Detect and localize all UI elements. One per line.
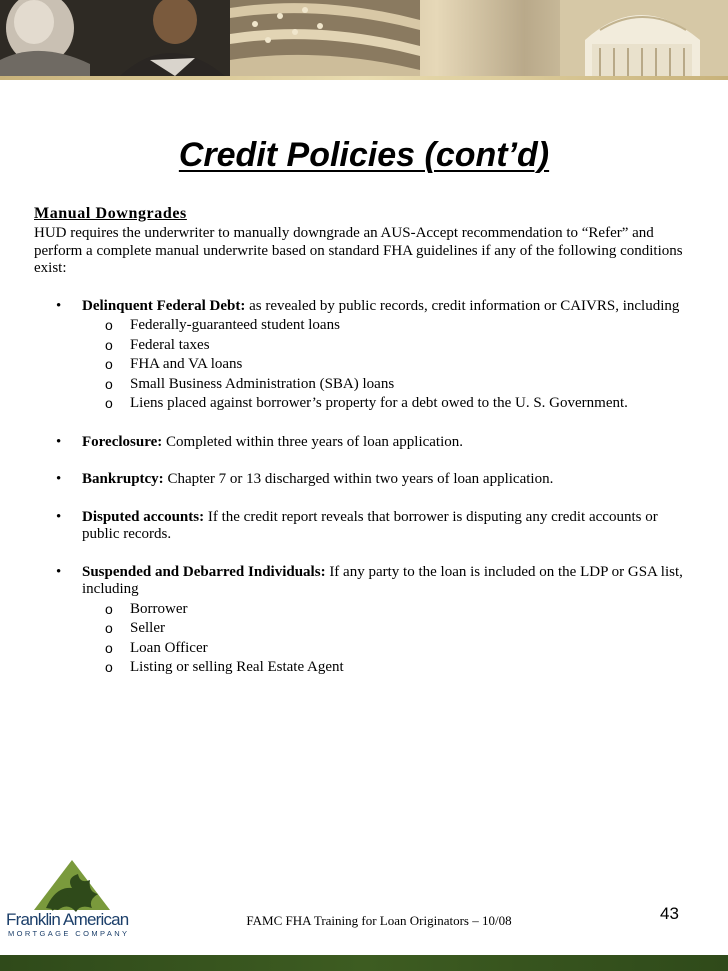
list-item [34, 298, 684, 414]
page-number: 43 [660, 904, 679, 923]
bullet-term: Bankruptcy: [82, 471, 164, 487]
bullet-text: as revealed by public records, credit information or CAIVRS, including [245, 297, 680, 314]
bullet-term: Delinquent Federal Debt: [82, 297, 246, 314]
logo-name: Franklin American [6, 910, 129, 929]
footer-text: FAMC FHA Training for Loan Originators – 10/08 [246, 913, 512, 928]
sub-list-item: o FHA and VA loans [82, 355, 684, 375]
intro-paragraph: HUD requires the underwriter to manually downgrade an AUS-Accept recommendation to “Refer” and perform a complete manual underwrite based on standard FHA guidelines if any of the following conditions exist: [34, 225, 683, 276]
bullet-text: If any party to the loan is included on the LDP or GSA list, including [82, 563, 683, 597]
sub-list-item: o Listing or selling Real Estate Agent [82, 658, 684, 678]
sub-list-item: o Seller [82, 619, 684, 639]
section-heading: Manual Downgrades [34, 205, 187, 222]
footer-band [0, 955, 728, 971]
logo-subtitle: MORTGAGE COMPANY [8, 929, 130, 938]
sub-list-item: o Federal taxes [82, 336, 684, 356]
sub-list-item: o Small Business Administration (SBA) loans [82, 375, 684, 395]
bullet-term: Foreclosure: [82, 433, 163, 450]
list-item [34, 434, 684, 452]
sub-list-item: o Loan Officer [82, 639, 684, 659]
list-item [34, 509, 684, 544]
bullet-term: Disputed accounts: [82, 508, 205, 525]
list-item [34, 471, 684, 489]
header-banner [0, 0, 728, 76]
sub-list-item: o Federally-guaranteed student loans [82, 316, 684, 336]
bullet-text: Completed within three years of loan application. [162, 433, 464, 450]
sub-list [82, 316, 684, 414]
bullet-term: Suspended and Debarred Individuals: [82, 563, 326, 580]
slide-content [34, 204, 684, 698]
conditions-list [34, 298, 684, 678]
page-title: Credit Policies (cont’d) [178, 136, 550, 174]
sub-list-item: o Borrower [82, 600, 684, 620]
header-divider [0, 76, 728, 80]
header-banner-image [0, 0, 728, 76]
sub-list-item: o Liens placed against borrower’s property for a debt owed to the U. S. Government. [82, 394, 684, 414]
list-item [34, 564, 684, 678]
bullet-text: Chapter 7 or 13 discharged within two years of loan application. [163, 471, 554, 487]
sub-list [82, 600, 684, 678]
bullet-text: If the credit report reveals that borrower is disputing any credit accounts or public records. [82, 508, 658, 542]
